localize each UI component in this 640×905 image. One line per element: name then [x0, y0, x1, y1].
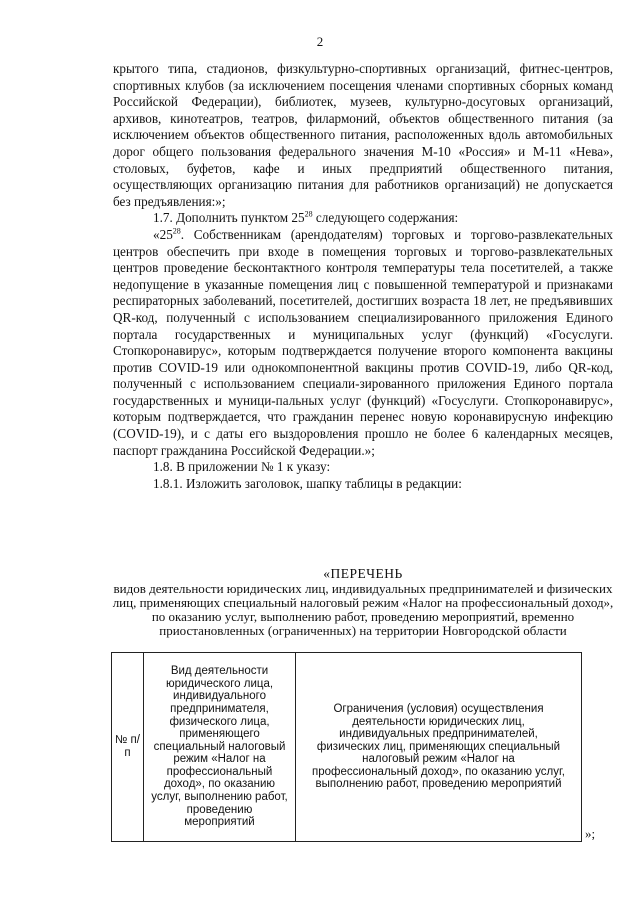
paragraph-continuation: крытого типа, стадионов, физкультурно-спортивных организаций, фитнес-центров, спортивных клубов (за исключением посещения членами спортивных сборных команд Российской Федерации), библиотек, музеев, культурно-досуговых организаций, архивов, кинотеатров, театров, филармоний, объектов общественного питания (за исключением объектов общественного питания, расположенных вдоль автомобильных дорог общего пользования федерального значения М-10 «Россия» и М-11 «Нева», столовых, буфетов, кафе и иных предприятий общественного питания, осуществляющих организацию питания для работников организаций) не допускается без предъявления:»;	[113, 61, 613, 209]
list-heading: «ПЕРЕЧЕНЬ	[323, 566, 403, 581]
item-1-8-1: 1.8.1. Изложить заголовок, шапку таблицы в редакции:	[153, 475, 462, 491]
page-number: 2	[316, 34, 324, 49]
item-25-28-sup: 28	[172, 226, 181, 236]
table-col-restrictions: Ограничения (условия) осуществления деятельности юридических лиц, индивидуальных предпринимателей, физических лиц, применяющих специальный налоговый режим «Налог на профессиональный доход», по оказанию услуг, выполнению работ, проведению мероприятий	[312, 702, 565, 791]
item-1-7-sup: 28	[304, 209, 313, 219]
item-1-7-after: следующего содержания:	[312, 210, 459, 226]
item-25-28-text: . Собственникам (арендодателям) торговых и торгово-развлекательных центров обеспечить при входе в помещения торговых и торгово-развлекательных центров проведение бесконтактного контроля температуры тела посетителей, а также недопущение в указанные помещения лиц с повышенной температурой и признаками респираторных заболеваний, посетителей, достигших возраста 18 лет, не предъявивших QR-код, полученный с использованием специализированного приложения Единого портала государственных и муниципальных услуг (функций) «Госуслуги. Стопкоронавирус», которым подтверждается получение второго компонента вакцины против COVID-19 или однокомпонентной вакцины против COVID-19, либо QR-код, полученный с использованием специали-зированного приложения Единого портала государственных и муници-пальных услуг (функций) «Госуслуги. Стопкоронавирус», которым подтверждается, что гражданин перенес новую коронавирусную инфекцию (COVID-19), и с даты его выздоровления прошло не более 6 календарных месяцев, паспорт гражданина Российской Федерации.»;	[113, 226, 613, 458]
item-1-8: 1.8. В приложении № 1 к указу:	[153, 459, 331, 475]
item-25-28-before: «25	[153, 226, 173, 242]
table-header	[111, 652, 582, 842]
table-closing-quote: »;	[585, 826, 596, 841]
table-col-activity: Вид деятельности юридического лица, индивидуального предпринимателя, физического лица, применяющего специальный налоговый режим «Налог на профессиональный доход», по оказанию услуг, выполнению работ, проведению мероприятий	[144, 653, 296, 841]
item-1-7-before: 1.7. Дополнить пунктом 25	[153, 210, 305, 226]
list-subheading: видов деятельности юридических лиц, индивидуальных предпринимателей и физических лиц, применяющих специальный налоговый режим «Налог на профессиональный доход», по оказанию услуг, выполнению работ, проведению мероприятий, временно приостановленных (ограниченных) на территории Новгородской области	[112, 581, 614, 638]
item-25-28	[113, 227, 613, 459]
document-body	[113, 61, 613, 492]
item-1-7	[113, 210, 613, 227]
table-col-number: № п/п	[112, 653, 144, 841]
